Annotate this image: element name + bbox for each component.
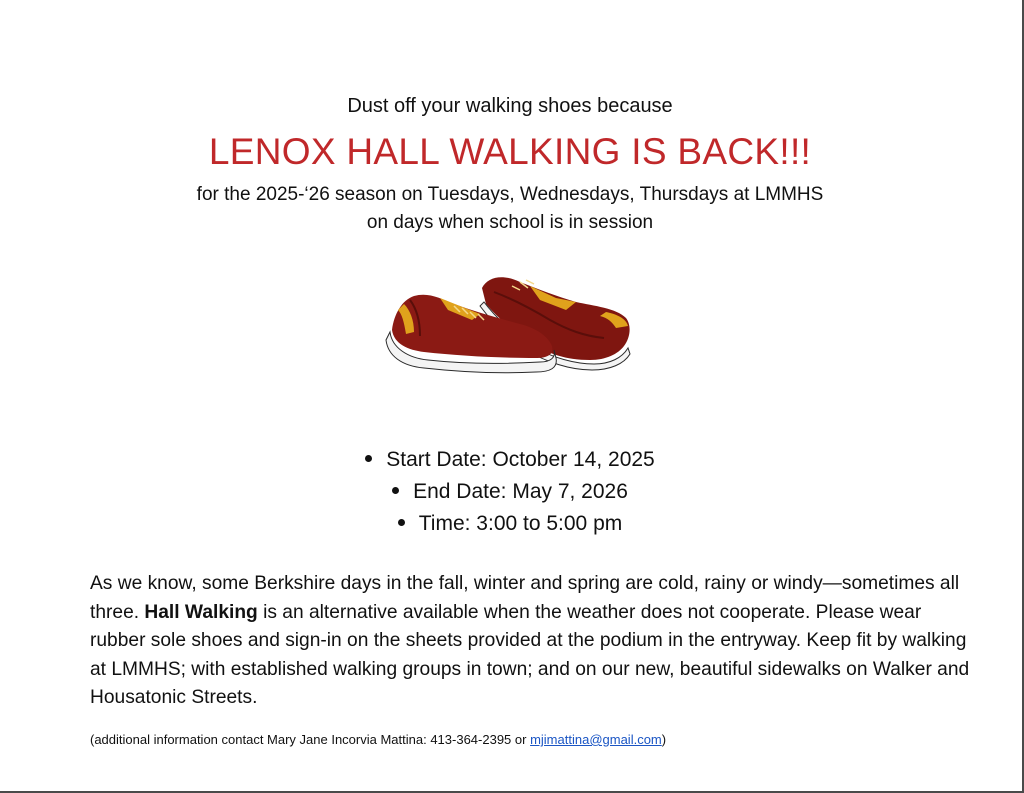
season-line: for the 2025-‘26 season on Tuesdays, Wednesdays, Thursdays at LMMHS <box>196 184 824 205</box>
session-line: on days when school is in session <box>366 212 654 233</box>
email-link[interactable]: mjimattina@gmail.com <box>530 732 662 747</box>
intro-text: Dust off your walking shoes because <box>347 95 673 117</box>
contact-prefix: (additional information contact Mary Jane Incorvia Mattina: 413-364-2395 or <box>90 732 531 747</box>
bullet-dot <box>398 519 405 526</box>
bullet-time <box>0 512 1020 536</box>
walking-shoes-image <box>380 268 636 380</box>
body-text-part2: is an alternative available when the weather does not cooperate. Please wear rubber sole shoes and sign-in on the sheets provided at the podium in the entryway. Keep fit by walking at LMMHS; with established walking groups in town; and on our new, beautiful sidewalks on Walker and Housatonic Streets. <box>90 601 970 709</box>
contact-suffix: ) <box>661 732 667 747</box>
bullet-dot <box>365 455 372 462</box>
body-paragraph <box>90 570 970 713</box>
bullet-start-date <box>0 448 1020 472</box>
bullet-text: Time: 3:00 to 5:00 pm <box>418 512 623 535</box>
bullet-text: Start Date: October 14, 2025 <box>386 448 655 471</box>
contact-line <box>90 732 666 747</box>
bullet-dot <box>392 487 399 494</box>
headline: LENOX HALL WALKING IS BACK!!! <box>208 131 812 172</box>
body-text-part1: As we know, some Berkshire days in the fall, winter and spring are cold, rainy or windy—sometimes all three. <box>90 573 960 623</box>
body-bold-term: Hall Walking <box>144 601 258 623</box>
bullet-end-date <box>0 480 1020 504</box>
bullet-text: End Date: May 7, 2026 <box>413 480 628 503</box>
